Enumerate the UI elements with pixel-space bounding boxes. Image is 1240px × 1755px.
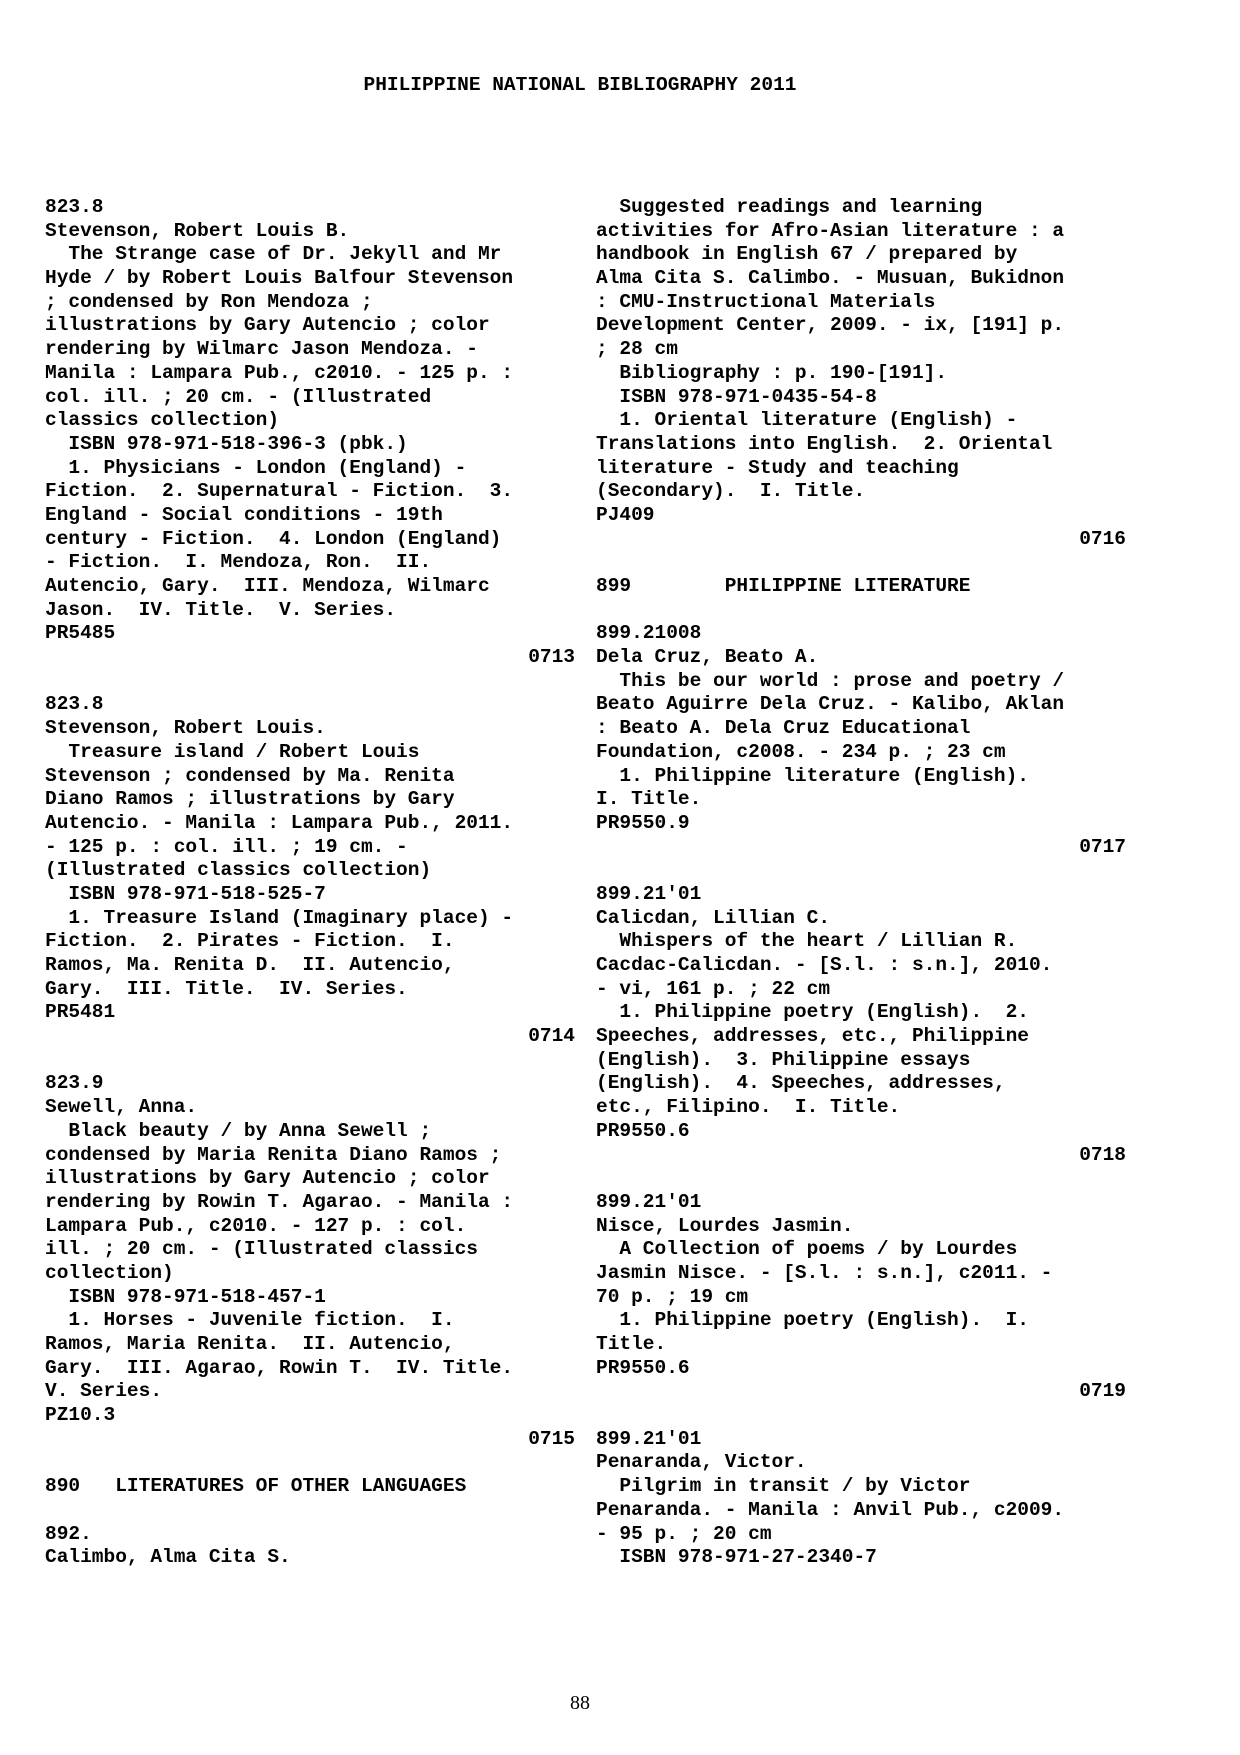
bibliography-line: PR5485 bbox=[45, 622, 116, 645]
entry-number: 0716 bbox=[1079, 527, 1126, 550]
blank-line bbox=[596, 551, 1126, 575]
bibliography-line: - Fiction. I. Mendoza, Ron. II. bbox=[45, 551, 432, 574]
bibliography-line: Nisce, Lourdes Jasmin. bbox=[596, 1214, 854, 1237]
bibliography-line: Pilgrim in transit / by Victor bbox=[596, 1475, 971, 1498]
bibliography-line: activities for Afro-Asian literature : a bbox=[596, 219, 1065, 242]
bibliography-line: PR5481 bbox=[45, 1001, 116, 1024]
bibliography-line: Treasure island / Robert Louis bbox=[45, 740, 420, 763]
bibliography-line: col. ill. ; 20 cm. - (Illustrated bbox=[45, 385, 432, 408]
bibliography-line: 70 p. ; 19 cm bbox=[596, 1285, 749, 1308]
bibliography-line: Fiction. 2. Supernatural - Fiction. 3. bbox=[45, 480, 514, 503]
bibliography-line: 1. Treasure Island (Imaginary place) - bbox=[45, 906, 514, 929]
blank-line bbox=[596, 599, 1126, 623]
entry-number: 0713 bbox=[528, 646, 575, 669]
bibliography-line: 1. Oriental literature (English) - bbox=[596, 409, 1018, 432]
bibliography-line: - 125 p. : col. ill. ; 19 cm. - bbox=[45, 835, 408, 858]
bibliography-line: Lampara Pub., c2010. - 127 p. : col. bbox=[45, 1214, 467, 1237]
blank-line bbox=[596, 1404, 1126, 1428]
bibliography-line: PZ10.3 bbox=[45, 1404, 116, 1427]
page-header-title: PHILIPPINE NATIONAL BIBLIOGRAPHY 2011 bbox=[363, 74, 797, 96]
bibliography-line: The Strange case of Dr. Jekyll and Mr bbox=[45, 243, 502, 266]
bibliography-line: Translations into English. 2. Oriental bbox=[596, 432, 1053, 455]
bibliography-line: I. Title. bbox=[596, 788, 702, 811]
bibliography-line: condensed by Maria Renita Diano Ramos ; bbox=[45, 1143, 502, 1166]
bibliography-line: Dela Cruz, Beato A. bbox=[596, 646, 819, 669]
bibliography-line: ISBN 978-971-0435-54-8 bbox=[596, 385, 877, 408]
bibliography-line: Whispers of the heart / Lillian R. bbox=[596, 930, 1018, 953]
bibliography-line: 899 PHILIPPINE LITERATURE bbox=[596, 575, 971, 597]
bibliography-line: Title. bbox=[596, 1333, 667, 1355]
bibliography-line: 899.21008 bbox=[596, 622, 702, 645]
bibliography-line: classics collection) bbox=[45, 409, 280, 432]
bibliography-line: PR9550.6 bbox=[596, 1356, 690, 1379]
bibliography-line: Autencio, Gary. III. Mendoza, Wilmarc bbox=[45, 575, 490, 597]
entry-number: 0715 bbox=[528, 1427, 575, 1450]
bibliography-line: century - Fiction. 4. London (England) bbox=[45, 527, 502, 550]
bibliography-line: Suggested readings and learning bbox=[596, 196, 983, 218]
bibliography-line: 892. bbox=[45, 1522, 92, 1545]
blank-line bbox=[45, 1049, 575, 1073]
bibliography-line: Jasmin Nisce. - [S.l. : s.n.], c2011. - bbox=[596, 1261, 1053, 1284]
bibliography-line: Calimbo, Alma Cita S. bbox=[45, 1546, 291, 1569]
bibliography-line: Gary. III. Title. IV. Series. bbox=[45, 977, 408, 1000]
bibliography-line: 1. Physicians - London (England) - bbox=[45, 456, 467, 479]
bibliography-line: Black beauty / by Anna Sewell ; bbox=[45, 1119, 432, 1142]
bibliography-line: (Illustrated classics collection) bbox=[45, 859, 432, 882]
bibliography-line: Ramos, Maria Renita. II. Autencio, bbox=[45, 1333, 455, 1355]
bibliography-line: collection) bbox=[45, 1261, 174, 1284]
bibliography-line: 1. Philippine literature (English). bbox=[596, 764, 1029, 787]
bibliography-line: Fiction. 2. Pirates - Fiction. I. bbox=[45, 930, 455, 953]
bibliography-line: ISBN 978-971-518-457-1 bbox=[45, 1285, 326, 1308]
bibliography-line: 1. Horses - Juvenile fiction. I. bbox=[45, 1309, 455, 1332]
bibliography-line: (English). 3. Philippine essays bbox=[596, 1048, 971, 1071]
entry-number: 0717 bbox=[1079, 835, 1126, 858]
bibliography-line: Bibliography : p. 190-[191]. bbox=[596, 361, 948, 384]
bibliography-line: Foundation, c2008. - 234 p. ; 23 cm bbox=[596, 740, 1006, 763]
bibliography-line: handbook in English 67 / prepared by bbox=[596, 243, 1018, 266]
bibliography-line: Ramos, Ma. Renita D. II. Autencio, bbox=[45, 954, 455, 976]
bibliography-line: Penaranda, Victor. bbox=[596, 1451, 807, 1474]
bibliography-line: Stevenson, Robert Louis. bbox=[45, 717, 326, 740]
bibliography-line: illustrations by Gary Autencio ; color bbox=[45, 314, 490, 337]
bibliography-line: Speeches, addresses, etc., Philippine bbox=[596, 1025, 1029, 1048]
bibliography-line: Diano Ramos ; illustrations by Gary bbox=[45, 788, 455, 811]
entry-number: 0719 bbox=[1079, 1380, 1126, 1403]
blank-line bbox=[45, 670, 575, 694]
right-column bbox=[596, 196, 1126, 1570]
bibliography-line: ISBN 978-971-27-2340-7 bbox=[596, 1546, 877, 1569]
bibliography-line: Beato Aguirre Dela Cruz. - Kalibo, Aklan bbox=[596, 693, 1065, 716]
bibliography-line: literature - Study and teaching bbox=[596, 456, 959, 479]
bibliography-line: Manila : Lampara Pub., c2010. - 125 p. : bbox=[45, 361, 514, 384]
bibliography-line: PR9550.9 bbox=[596, 811, 690, 834]
bibliography-line: Stevenson, Robert Louis B. bbox=[45, 219, 350, 242]
bibliography-line: Cacdac-Calicdan. - [S.l. : s.n.], 2010. bbox=[596, 954, 1053, 976]
blank-line bbox=[596, 1167, 1126, 1191]
bibliography-line: Penaranda. - Manila : Anvil Pub., c2009. bbox=[596, 1498, 1065, 1521]
bibliography-line: Jason. IV. Title. V. Series. bbox=[45, 598, 397, 621]
bibliography-line: Development Center, 2009. - ix, [191] p. bbox=[596, 314, 1065, 337]
bibliography-line: 890 LITERATURES OF OTHER LANGUAGES bbox=[45, 1475, 467, 1498]
entry-number: 0718 bbox=[1079, 1143, 1126, 1166]
bibliography-line: 823.9 bbox=[45, 1072, 104, 1095]
bibliography-line: Calicdan, Lillian C. bbox=[596, 906, 831, 929]
bibliography-line: 823.8 bbox=[45, 196, 104, 218]
bibliography-line: Stevenson ; condensed by Ma. Renita bbox=[45, 764, 455, 787]
bibliography-line: 1. Philippine poetry (English). I. bbox=[596, 1309, 1029, 1332]
left-column bbox=[45, 196, 575, 1570]
bibliography-line: 1. Philippine poetry (English). 2. bbox=[596, 1001, 1029, 1024]
bibliography-line: Gary. III. Agarao, Rowin T. IV. Title. bbox=[45, 1356, 514, 1379]
bibliography-line: 899.21'01 bbox=[596, 1427, 702, 1450]
bibliography-line: V. Series. bbox=[45, 1380, 163, 1403]
blank-line bbox=[45, 1451, 575, 1475]
bibliography-line: England - Social conditions - 19th bbox=[45, 503, 443, 526]
blank-line bbox=[45, 1499, 575, 1523]
bibliography-line: Autencio. - Manila : Lampara Pub., 2011. bbox=[45, 811, 514, 834]
entry-number: 0714 bbox=[528, 1025, 575, 1048]
bibliography-line: PR9550.6 bbox=[596, 1119, 690, 1142]
bibliography-line: : CMU-Instructional Materials bbox=[596, 290, 936, 313]
bibliography-line: (Secondary). I. Title. bbox=[596, 480, 866, 503]
bibliography-line: ISBN 978-971-518-525-7 bbox=[45, 882, 326, 905]
bibliography-line: This be our world : prose and poetry / bbox=[596, 669, 1065, 692]
bibliography-line: rendering by Rowin T. Agarao. - Manila : bbox=[45, 1190, 514, 1213]
bibliography-line: rendering by Wilmarc Jason Mendoza. - bbox=[45, 338, 478, 361]
bibliography-line: : Beato A. Dela Cruz Educational bbox=[596, 717, 971, 740]
bibliography-line: - 95 p. ; 20 cm bbox=[596, 1522, 772, 1545]
bibliography-line: (English). 4. Speeches, addresses, bbox=[596, 1072, 1006, 1095]
bibliography-line: Alma Cita S. Calimbo. - Musuan, Bukidnon bbox=[596, 267, 1065, 290]
bibliography-line: ISBN 978-971-518-396-3 (pbk.) bbox=[45, 432, 408, 455]
bibliography-line: ; 28 cm bbox=[596, 338, 678, 361]
blank-line bbox=[596, 859, 1126, 883]
bibliography-line: PJ409 bbox=[596, 503, 655, 526]
bibliography-line: ill. ; 20 cm. - (Illustrated classics bbox=[45, 1238, 478, 1261]
bibliography-line: 899.21'01 bbox=[596, 1190, 702, 1213]
bibliography-line: Sewell, Anna. bbox=[45, 1096, 198, 1119]
bibliography-line: 899.21'01 bbox=[596, 882, 702, 905]
bibliography-line: - vi, 161 p. ; 22 cm bbox=[596, 977, 831, 1000]
bibliography-line: etc., Filipino. I. Title. bbox=[596, 1096, 901, 1119]
bibliography-line: illustrations by Gary Autencio ; color bbox=[45, 1167, 490, 1190]
bibliography-line: Hyde / by Robert Louis Balfour Stevenson bbox=[45, 267, 514, 290]
page-number: 88 bbox=[570, 1692, 590, 1714]
bibliography-line: A Collection of poems / by Lourdes bbox=[596, 1238, 1018, 1261]
bibliography-line: ; condensed by Ron Mendoza ; bbox=[45, 290, 373, 313]
bibliography-line: 823.8 bbox=[45, 693, 104, 716]
